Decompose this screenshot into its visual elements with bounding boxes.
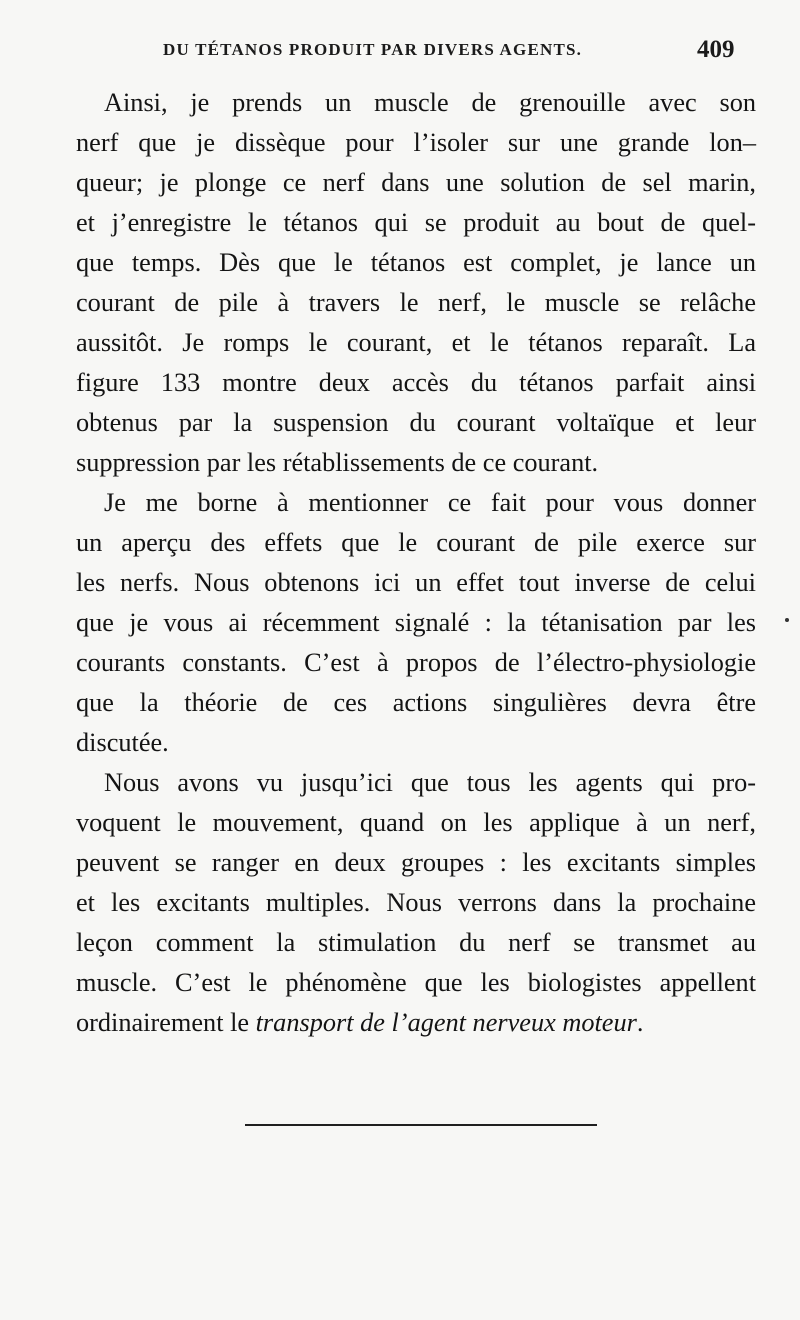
- text-line: Ainsi, je prends un muscle de grenouille avec son: [104, 88, 756, 117]
- running-title: DU TÉTANOS PRODUIT PAR DIVERS AGENTS.: [163, 40, 583, 59]
- text-line: un aperçu des effets que le courant de pile exerce sur: [76, 528, 756, 557]
- text-line: queur; je plonge ce nerf dans une solution de sel marin,: [76, 168, 756, 197]
- text-line: courant de pile à travers le nerf, le muscle se relâche: [76, 288, 756, 317]
- text-line: courants constants. C’est à propos de l’électro-physiologie: [76, 648, 756, 677]
- text-plain: ordinairement le: [76, 1008, 256, 1037]
- text-line: que temps. Dès que le tétanos est complet, je lance un: [76, 248, 756, 277]
- text-line: muscle. C’est le phénomène que les biologistes appellent: [76, 968, 756, 997]
- text-line: obtenus par la suspension du courant voltaïque et leur: [76, 408, 756, 437]
- text-line: que la théorie de ces actions singulières devra être: [76, 688, 756, 717]
- text-line: Je me borne à mentionner ce fait pour vous donner: [104, 488, 756, 517]
- text-line: suppression par les rétablissements de ce courant.: [76, 448, 599, 477]
- text-line: discutée.: [76, 728, 169, 757]
- paragraph: [76, 763, 756, 1043]
- text-line: peuvent se ranger en deux groupes : les excitants simples: [76, 848, 756, 877]
- paragraph: [76, 483, 756, 763]
- page-number: 409: [697, 36, 735, 63]
- page-header: [0, 36, 800, 66]
- text-period: .: [636, 1008, 644, 1037]
- text-line: voquent le mouvement, quand on les applique à un nerf,: [76, 808, 756, 837]
- text-line: leçon comment la stimulation du nerf se transmet au: [76, 928, 756, 957]
- text-line: les nerfs. Nous obtenons ici un effet tout inverse de celui: [76, 568, 756, 597]
- section-end-rule: [245, 1124, 597, 1126]
- text-line: figure 133 montre deux accès du tétanos parfait ainsi: [76, 368, 756, 397]
- text-line: nerf que je dissèque pour l’isoler sur une grande lon–: [76, 128, 756, 157]
- margin-speck: [785, 618, 789, 622]
- text-line-final: [76, 1003, 756, 1043]
- text-line: et j’enregistre le tétanos qui se produit au bout de quel-: [76, 208, 756, 237]
- text-line: que je vous ai récemment signalé : la tétanisation par les: [76, 608, 756, 637]
- paragraph: [76, 83, 756, 483]
- text-line: et les excitants multiples. Nous verrons dans la prochaine: [76, 888, 756, 917]
- text-line: aussitôt. Je romps le courant, et le tétanos reparaît. La: [76, 328, 756, 357]
- text-line: Nous avons vu jusqu’ici que tous les agents qui pro-: [104, 768, 756, 797]
- body-text: [76, 83, 756, 1043]
- italic-phrase: transport de l’agent nerveux moteur: [255, 1008, 637, 1037]
